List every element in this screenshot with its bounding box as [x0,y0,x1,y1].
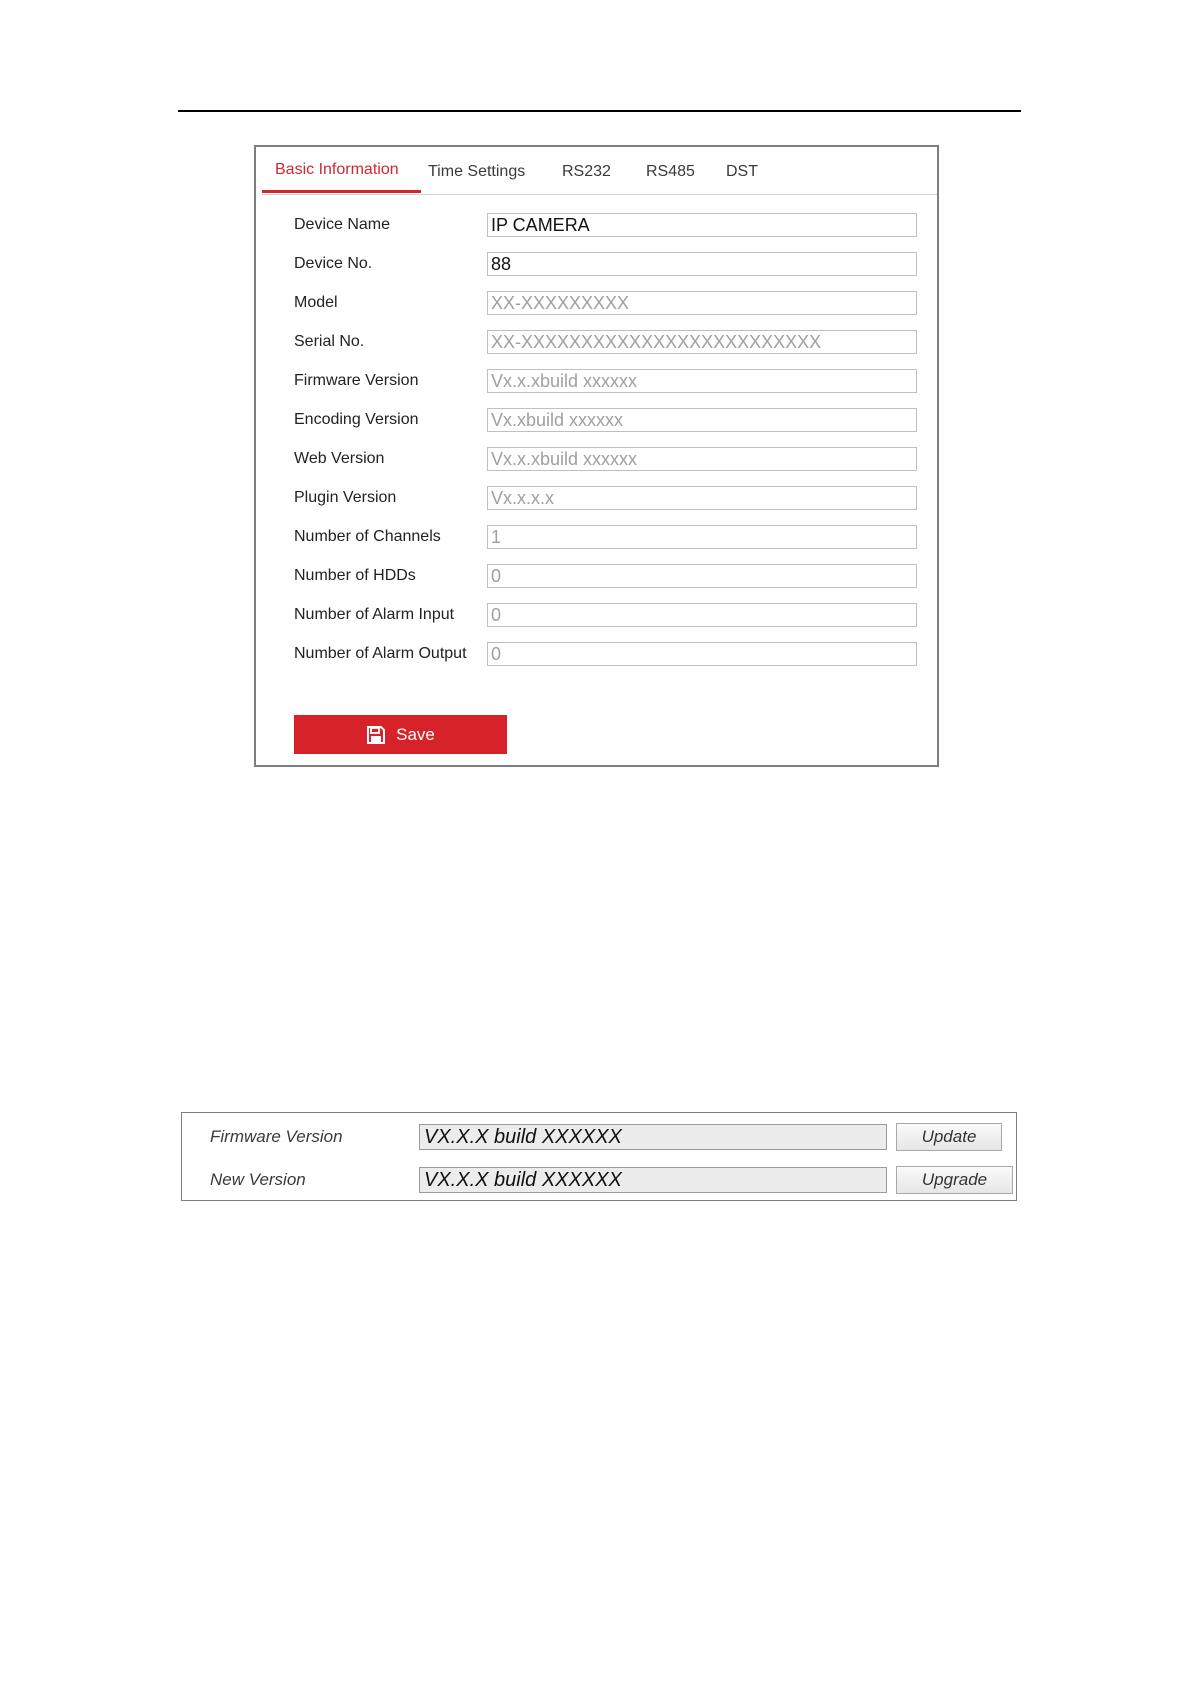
number-of-alarm-output-field: 0 [487,642,917,666]
number-of-alarm-output-label: Number of Alarm Output [294,645,467,662]
current-firmware-field: VX.X.X build XXXXXX [419,1124,887,1150]
number-of-channels-field: 1 [487,525,917,549]
update-button[interactable]: Update [896,1123,1002,1151]
encoding-version-field: Vx.xbuild xxxxxx [487,408,917,432]
tab-bar [262,147,937,195]
number-of-channels-label: Number of Channels [294,528,441,545]
firmware-upgrade-panel [181,1112,1017,1201]
new-version-label: New Version [210,1170,306,1189]
tab-dst[interactable]: DST [726,163,758,180]
device-no-label: Device No. [294,255,373,272]
web-version-label: Web Version [294,450,385,467]
firmware-version-label: Firmware Version [294,372,419,389]
plugin-version-field: Vx.x.x.x [487,486,917,510]
save-button[interactable] [294,715,507,754]
basic-information-panel [254,145,939,767]
model-field: XX-XXXXXXXXX [487,291,917,315]
serial-no-field: XX-XXXXXXXXXXXXXXXXXXXXXXXXX [487,330,917,354]
tab-time-settings[interactable]: Time Settings [428,163,526,180]
tab-rs485[interactable]: RS485 [646,163,695,180]
firmware-version-field: Vx.x.xbuild xxxxxx [487,369,917,393]
number-of-hdds-label: Number of HDDs [294,567,416,584]
active-tab-indicator [262,190,421,193]
header-rule [178,110,1021,112]
new-version-field: VX.X.X build XXXXXX [419,1167,887,1193]
save-button-label: Save [396,724,435,744]
model-label: Model [294,294,338,311]
upgrade-button[interactable]: Upgrade [896,1166,1013,1194]
serial-no-label: Serial No. [294,333,365,350]
tab-basic-information[interactable]: Basic Information [275,161,399,178]
web-version-field: Vx.x.xbuild xxxxxx [487,447,917,471]
floppy-disk-icon [366,725,386,745]
plugin-version-label: Plugin Version [294,489,397,506]
firmware-version-label-2: Firmware Version [210,1127,343,1146]
number-of-hdds-field: 0 [487,564,917,588]
device-no-input[interactable]: 88 [487,252,917,276]
encoding-version-label: Encoding Version [294,411,419,428]
number-of-alarm-input-label: Number of Alarm Input [294,606,455,623]
device-name-label: Device Name [294,216,391,233]
device-name-input[interactable]: IP CAMERA [487,213,917,237]
tab-rs232[interactable]: RS232 [562,163,611,180]
number-of-alarm-input-field: 0 [487,603,917,627]
